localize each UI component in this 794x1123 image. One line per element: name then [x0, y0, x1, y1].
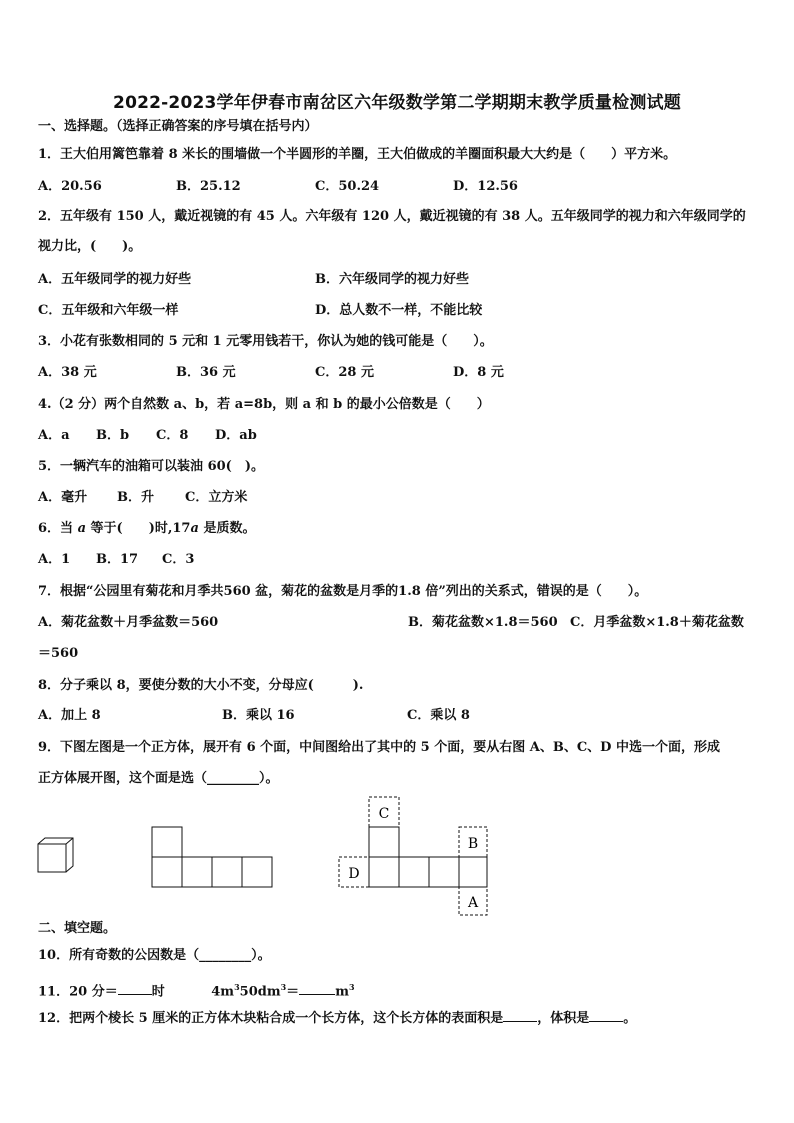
- q3-option-b: B．36 元: [176, 365, 236, 380]
- question-2-line2: 视力比，( )。: [38, 239, 142, 254]
- question-12-text: [38, 1010, 636, 1028]
- q6-text-after: 是质数。: [203, 521, 256, 536]
- q8-option-c: C．乘以 8: [407, 708, 470, 723]
- q7-option-c-continued: ＝560: [38, 646, 79, 661]
- q6-option-a: A．1: [38, 552, 71, 567]
- q1-option-d: D．12.56: [453, 179, 518, 194]
- question-9-line2: 正方体展开图，这个面是选（________）。: [38, 771, 279, 786]
- q7-option-a: A．菊花盆数＋月季盆数＝560: [38, 615, 219, 630]
- q5-option-b: B．升: [117, 490, 154, 505]
- q1-option-b: B．25.12: [176, 179, 241, 194]
- q5-option-a: A．毫升: [38, 490, 88, 505]
- q3-option-c: C．28 元: [315, 365, 374, 380]
- q3-option-a: A．38 元: [38, 365, 97, 380]
- q2-option-a: A．五年级同学的视力好些: [38, 272, 192, 287]
- face-label-a: A: [467, 895, 479, 911]
- question-2-line1: 2．五年级有 150 人，戴近视镜的有 45 人。六年级有 120 人，戴近视镜的有 38 人。五年级同学的视力和六年级同学的: [38, 209, 746, 224]
- question-4-text: 4.（2 分）两个自然数 a、b，若 a=8b，则 a 和 b 的最小公倍数是（ ）: [38, 397, 490, 412]
- q11-part1: 11．20 分＝: [38, 984, 118, 1000]
- q1-option-c: C．50.24: [315, 179, 380, 194]
- q12-part3: 。: [623, 1011, 637, 1026]
- q11-sup1: 3: [234, 982, 240, 992]
- net-choice-figure: [337, 795, 489, 917]
- question-5-text: 5．一辆汽车的油箱可以装油 60( )。: [38, 459, 264, 474]
- q4-option-b: B．b: [96, 428, 130, 443]
- question-3-text: 3．小花有张数相同的 5 元和 1 元零用钱若干，你认为她的钱可能是（ ）。: [38, 334, 493, 349]
- q4-option-d: D．ab: [215, 428, 257, 443]
- face-label-c: C: [378, 806, 390, 822]
- section-choice-heading: 一、选择题。（选择正确答案的序号填在括号内）: [38, 119, 318, 134]
- q12-blank-surface-area: [503, 1021, 537, 1022]
- cube-figure: [36, 836, 76, 876]
- question-6-text: [38, 520, 255, 538]
- q12-part1: 12．把两个棱长 5 厘米的正方体木块粘合成一个长方体，这个长方体的表面积是: [38, 1011, 504, 1026]
- q7-option-c: C．月季盆数×1.8＋菊花盆数: [570, 615, 744, 630]
- q5-option-c: C．立方米: [185, 490, 248, 505]
- q2-option-d: D．总人数不一样，不能比较: [315, 303, 483, 318]
- page-title: 2022-2023学年伊春市南岔区六年级数学第二学期期末教学质量检测试题: [113, 93, 681, 113]
- face-label-d: D: [348, 866, 360, 882]
- q3-option-d: D．8 元: [453, 365, 504, 380]
- q6-variable-a-2: a: [190, 521, 199, 536]
- q12-part2: ，体积是: [537, 1011, 590, 1026]
- question-7-text: 7．根据“公园里有菊花和月季共560 盆，菊花的盆数是月季的1.8 倍”列出的关系式，错误的是（ ）。: [38, 584, 648, 599]
- q6-variable-a: a: [77, 521, 87, 536]
- question-10-text: 10．所有奇数的公因数是（________）。: [38, 948, 271, 963]
- q11-part6: m: [335, 984, 349, 1000]
- q6-option-c: C．3: [162, 552, 195, 567]
- q11-sup3: 3: [348, 982, 355, 992]
- q6-text-before: 6．当: [38, 521, 74, 536]
- face-label-b: B: [467, 836, 479, 852]
- net-five-faces-figure: [150, 825, 274, 889]
- question-1-text: 1．王大伯用篱笆靠着 8 米长的围墙做一个半圆形的羊圈，王大伯做成的羊圈面积最大大约是（ ）平方米。: [38, 147, 677, 162]
- q4-option-a: A．a: [38, 428, 70, 443]
- q6-option-b: B．17: [96, 552, 139, 567]
- q11-part2: 时: [151, 984, 165, 1000]
- q6-text-mid: 等于( )时,17: [90, 521, 191, 536]
- q8-option-a: A．加上 8: [38, 708, 101, 723]
- question-9-line1: 9．下图左图是一个正方体，展开有 6 个面，中间图给出了其中的 5 个面，要从右图 A、B、C、D 中选一个面，形成: [38, 740, 720, 755]
- q2-option-b: B．六年级同学的视力好些: [315, 272, 469, 287]
- q11-sup2: 3: [280, 982, 287, 992]
- q11-part5: ＝: [286, 984, 300, 1000]
- q12-blank-volume: [589, 1021, 623, 1022]
- q8-option-b: B．乘以 16: [222, 708, 295, 723]
- q2-option-c: C．五年级和六年级一样: [38, 303, 179, 318]
- q11-blank-cubic-meters: [299, 994, 335, 995]
- q4-option-c: C．8: [156, 428, 189, 443]
- q7-option-b: B．菊花盆数×1.8＝560: [408, 615, 558, 630]
- q11-part4: 50dm: [239, 984, 281, 1000]
- q11-part3: 4m: [211, 984, 235, 1000]
- section-fill-heading: 二、填空题。: [38, 921, 117, 936]
- q11-blank-hours: [118, 994, 152, 995]
- question-11-text: [38, 978, 355, 1001]
- q1-option-a: A．20.56: [38, 179, 102, 194]
- question-8-text: 8．分子乘以 8，要使分数的大小不变，分母应( ).: [38, 678, 364, 693]
